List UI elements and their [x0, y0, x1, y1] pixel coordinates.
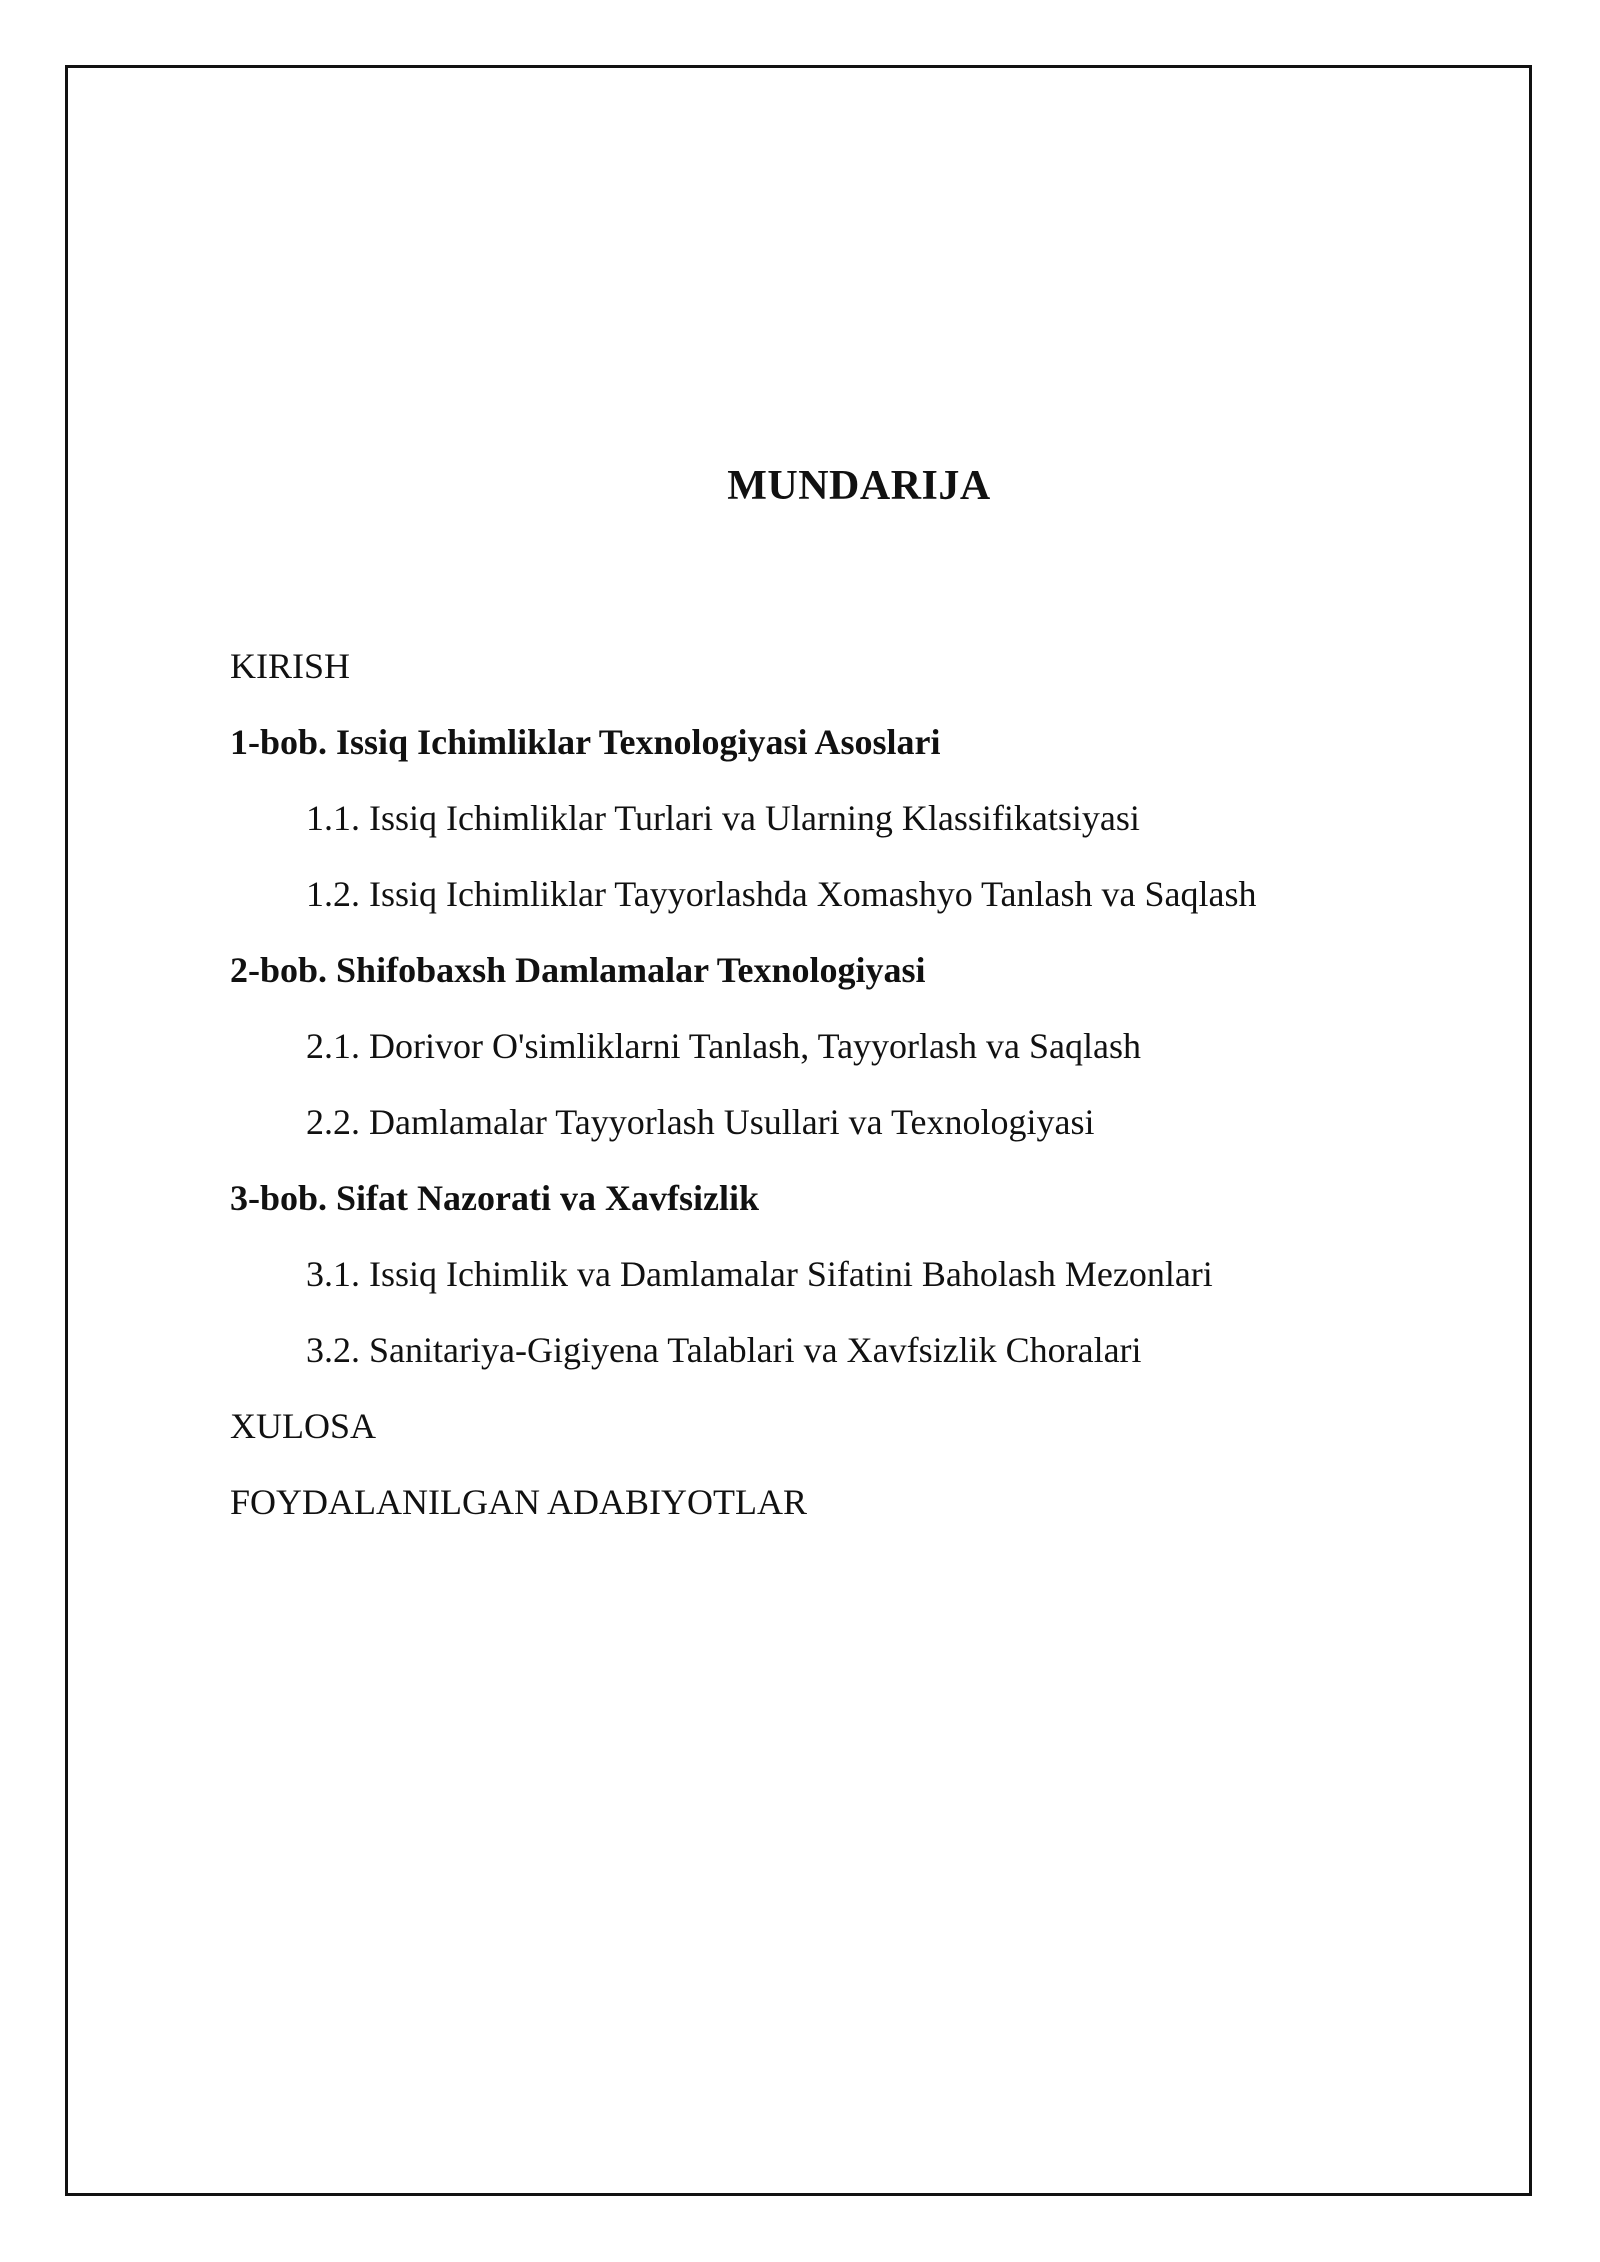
toc-item-references: FOYDALANILGAN ADABIYOTLAR — [230, 1482, 807, 1522]
toc-item-xulosa: XULOSA — [230, 1406, 377, 1446]
toc-section-3-1: 3.1. Issiq Ichimlik va Damlamalar Sifatini Baholash Mezonlari — [306, 1254, 1213, 1294]
toc-item-kirish: KIRISH — [230, 646, 351, 686]
toc-chapter-3: 3-bob. Sifat Nazorati va Xavfsizlik — [230, 1178, 759, 1218]
toc-section-1-2: 1.2. Issiq Ichimliklar Tayyorlashda Xomashyo Tanlash va Saqlash — [306, 874, 1257, 914]
toc-section-2-1: 2.1. Dorivor O'simliklarni Tanlash, Tayyorlash va Saqlash — [306, 1026, 1141, 1066]
toc-section-2-2: 2.2. Damlamalar Tayyorlash Usullari va Texnologiyasi — [306, 1102, 1095, 1142]
toc-chapter-2: 2-bob. Shifobaxsh Damlamalar Texnologiyasi — [230, 950, 926, 990]
toc-section-3-2: 3.2. Sanitariya-Gigiyena Talablari va Xavfsizlik Choralari — [306, 1330, 1142, 1370]
toc-section-1-1: 1.1. Issiq Ichimliklar Turlari va Ularning Klassifikatsiyasi — [306, 798, 1140, 838]
table-of-contents — [230, 636, 1480, 1548]
page-title: MUNDARIJA — [727, 463, 991, 509]
toc-chapter-1: 1-bob. Issiq Ichimliklar Texnologiyasi Asoslari — [230, 722, 941, 762]
